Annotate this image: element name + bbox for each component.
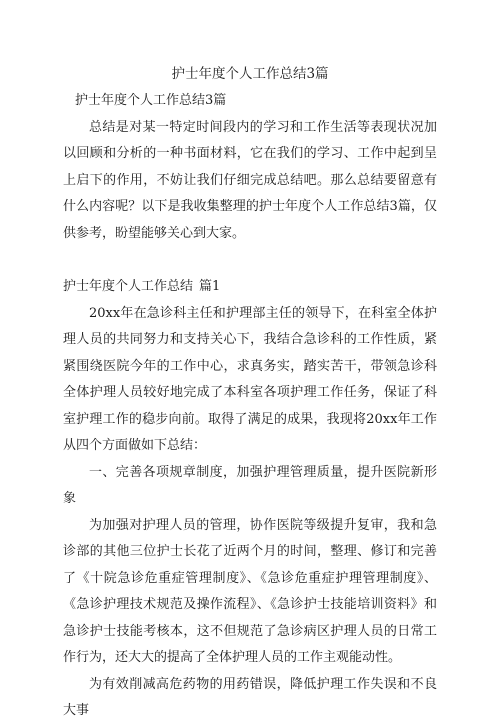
intro-paragraph: 总结是对某一特定时间段内的学习和工作生活等表现状况加以回顾和分析的一种书面材料，它在我们的学习、工作中起到呈上启下的作用，不妨让我们仔细完成总结吧。那么总结要留意有什么内容呢？以下是我收集整理的护士年度个人工作总结3篇，仅供参考，盼望能够关心到大家。	[63, 119, 437, 241]
section1-paragraph-2: 为加强对护理人员的管理，协作医院等级提升复审，我和急诊部的其他三位护士长花了近两个月的时间，整理、修订和完善了《十院急诊危重症管理制度》、《急诊危重症护理管理制度》、《急诊护理技术规范及操作流程》、《急诊护士技能培训资料》和急诊护士技能考核本，这不但规范了急诊病区护理人员的日常工作行为，还大大的提高了全体护理人员的工作主观能动性。	[63, 517, 437, 665]
document-subtitle: 护士年度个人工作总结3篇	[75, 93, 227, 108]
section-heading	[63, 274, 437, 301]
document-title: 护士年度个人工作总结3篇	[171, 66, 329, 82]
section-heading-text: 护士年度个人工作总结	[63, 279, 194, 294]
section1-paragraph-3: 为有效削减高危药物的用药错误，降低护理工作失误和不良大事	[63, 676, 437, 718]
document-body	[63, 88, 437, 725]
section1-point-1: 一、完善各项规章制度，加强护理管理质量，提升医院新形象	[63, 464, 437, 506]
section1-paragraph-1: 20xx年在急诊科主任和护理部主任的领导下，在科室全体护理人员的共同努力和支持关心下，我结合急诊科的工作性质，紧紧围绕医院今年的工作中心，求真务实，踏实苦干，带领急诊科全体护理人员较好地完成了本科室各项护理工作任务，保证了科室护理工作的稳步向前。取得了满足的成果，我现将20xx年工作从四个方面做如下总结：	[63, 305, 437, 453]
section-heading-suffix: 篇1	[199, 279, 221, 294]
